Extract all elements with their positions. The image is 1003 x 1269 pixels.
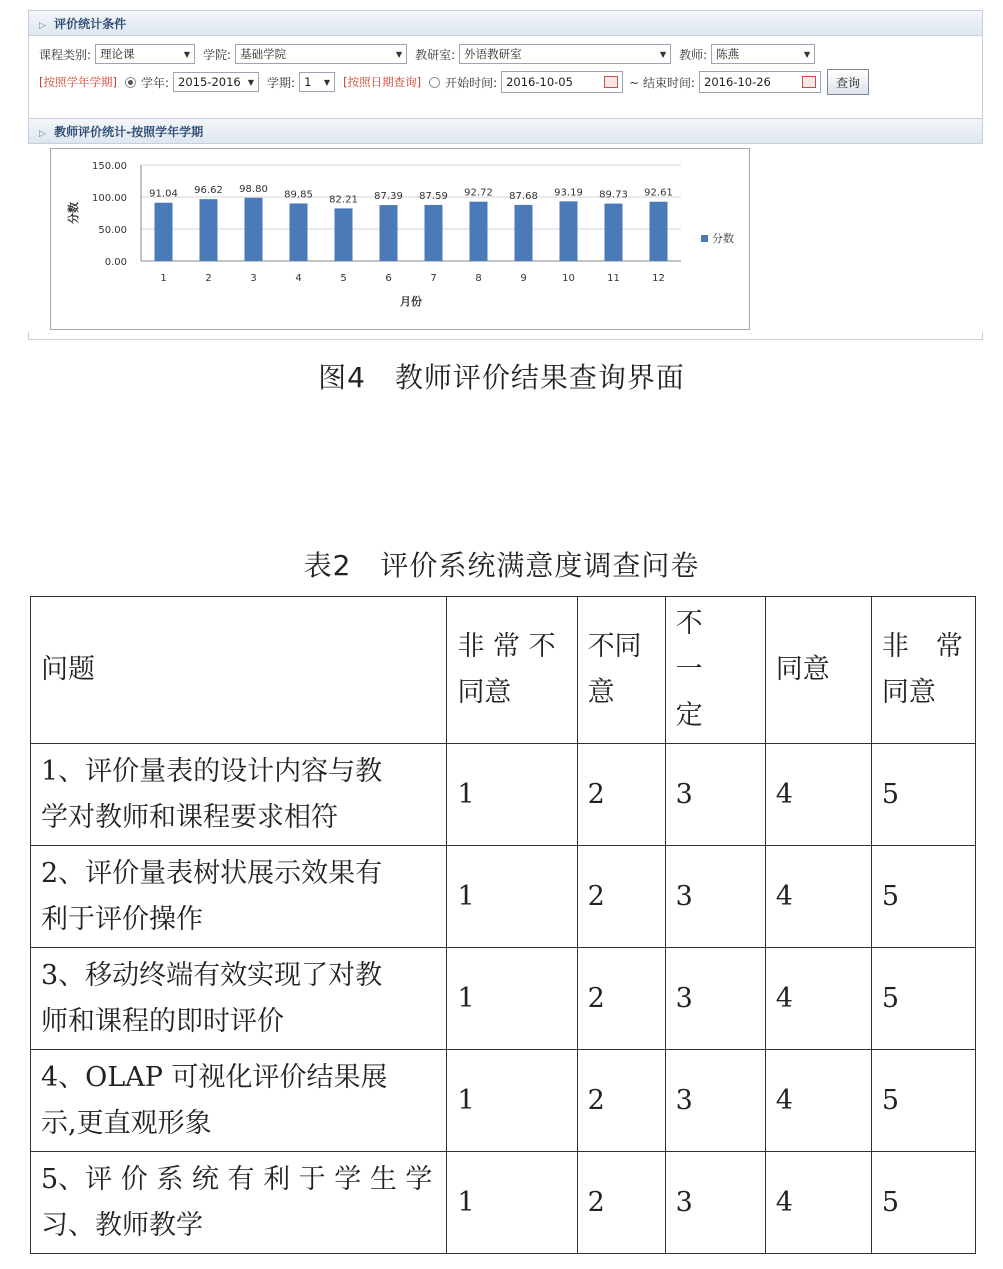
bar: [470, 202, 488, 261]
question-line: 3、移动终端有效实现了对教: [41, 959, 383, 991]
collapse-triangle-icon[interactable]: ▷: [39, 21, 46, 31]
table-row: [31, 846, 976, 948]
table-row: [31, 1152, 976, 1254]
score-cell: 1: [447, 948, 577, 1050]
question-cell: [31, 846, 447, 948]
x-tick-label: 12: [652, 273, 665, 284]
college-value: 基础学院: [240, 47, 287, 61]
question-cell: [31, 744, 447, 846]
panel-bottom-border: [28, 332, 983, 340]
question-line: 示,更直观形象: [41, 1107, 212, 1139]
bar-value-label: 92.61: [644, 187, 673, 199]
office-select[interactable]: [459, 44, 671, 64]
bar: [245, 198, 263, 261]
course-type-select[interactable]: [95, 44, 195, 64]
score-cell: 4: [765, 1050, 871, 1152]
calendar-icon[interactable]: [802, 76, 816, 88]
column-header: [765, 597, 871, 744]
question-cell: [31, 1152, 447, 1254]
filter-row-1: [39, 42, 972, 66]
column-header-line: 定: [675, 700, 703, 731]
bar-value-label: 89.73: [599, 189, 628, 201]
start-time-label: 开始时间:: [445, 75, 498, 90]
bar-value-label: 87.68: [509, 190, 538, 202]
column-header: [871, 597, 975, 744]
dropdown-arrow-icon: ▼: [804, 49, 811, 59]
score-cell: 3: [665, 846, 765, 948]
score-cell: 1: [447, 1050, 577, 1152]
table-row: [31, 948, 976, 1050]
table-row: [31, 1050, 976, 1152]
score-chart: [50, 148, 750, 330]
teacher-label: 教师:: [679, 47, 708, 62]
column-header: [577, 597, 665, 744]
score-cell: 5: [871, 1050, 975, 1152]
y-tick-label: 0.00: [104, 257, 127, 268]
question-line: 5、评 价 系 统 有 利 于 学 生 学: [41, 1163, 433, 1195]
x-tick-label: 6: [385, 273, 392, 284]
bar-value-label: 82.21: [329, 194, 358, 206]
dropdown-arrow-icon: ▼: [247, 77, 255, 87]
bar: [515, 205, 533, 261]
bar-value-label: 89.85: [284, 189, 313, 201]
table-header-row: [31, 597, 976, 744]
score-cell: 4: [765, 846, 871, 948]
panel-header-statistics[interactable]: [28, 118, 983, 144]
college-select[interactable]: [235, 44, 407, 64]
score-bar-chart: [51, 149, 749, 329]
college-label: 学院:: [203, 47, 232, 62]
table-row: [31, 744, 976, 846]
by-date-link[interactable]: [按照日期查询]: [343, 75, 422, 89]
score-cell: 2: [577, 744, 665, 846]
score-cell: 5: [871, 744, 975, 846]
question-line: 学对教师和课程要求相符: [41, 801, 338, 833]
column-header: [31, 597, 447, 744]
filter-panel: [28, 36, 983, 118]
score-cell: 4: [765, 948, 871, 1050]
dropdown-arrow-icon: ▼: [659, 49, 667, 59]
panel-header-conditions[interactable]: [28, 10, 983, 36]
score-cell: 2: [577, 1152, 665, 1254]
question-line: 利于评价操作: [41, 903, 203, 935]
question-cell: [31, 1050, 447, 1152]
bar: [650, 202, 668, 261]
bar: [380, 205, 398, 261]
table-body: [31, 744, 976, 1254]
end-date-value: 2016-10-26: [704, 75, 771, 89]
x-tick-label: 7: [430, 273, 437, 284]
score-cell: 2: [577, 948, 665, 1050]
filter-row-2: [39, 70, 972, 94]
bar: [335, 208, 353, 261]
x-tick-label: 2: [205, 273, 212, 284]
x-tick-label: 11: [607, 273, 620, 284]
office-value: 外语教研室: [464, 47, 522, 61]
bar-value-label: 87.59: [419, 190, 448, 202]
bar: [605, 204, 623, 261]
teacher-evaluation-screenshot: [28, 10, 983, 340]
y-tick-label: 50.00: [98, 225, 127, 236]
score-cell: 4: [765, 744, 871, 846]
column-header-line: 不同: [587, 631, 642, 662]
start-date-input[interactable]: [501, 71, 623, 93]
score-cell: 1: [447, 744, 577, 846]
legend-swatch: [701, 235, 708, 242]
score-cell: 5: [871, 1152, 975, 1254]
score-cell: 2: [577, 846, 665, 948]
x-tick-label: 9: [520, 273, 527, 284]
calendar-icon[interactable]: [604, 76, 618, 88]
collapse-triangle-icon[interactable]: ▷: [39, 129, 46, 139]
score-cell: 4: [765, 1152, 871, 1254]
start-date-value: 2016-10-05: [506, 75, 573, 89]
panel-title: 教师评价统计-按照学年学期: [54, 125, 204, 139]
score-cell: 3: [665, 948, 765, 1050]
column-header-line: 非 常 不: [457, 631, 556, 662]
teacher-value: 陈燕: [716, 47, 740, 61]
x-tick-label: 5: [340, 273, 347, 284]
bar-value-label: 98.80: [239, 183, 268, 195]
column-header-line: 同意: [881, 677, 936, 708]
survey-table: [30, 596, 976, 1254]
question-line: 习、教师教学: [41, 1209, 203, 1241]
bar: [425, 205, 443, 261]
dropdown-arrow-icon: ▼: [183, 49, 191, 59]
column-header: [665, 597, 765, 744]
x-tick-label: 4: [295, 273, 302, 284]
y-tick-label: 150.00: [92, 161, 127, 172]
term-label: 学期:: [267, 75, 296, 90]
teacher-select[interactable]: [711, 44, 815, 64]
office-label: 教研室:: [415, 47, 456, 62]
y-axis-title: 分数: [67, 202, 80, 224]
legend-label: 分数: [712, 232, 734, 245]
bar: [290, 203, 308, 261]
y-tick-label: 100.00: [92, 193, 127, 204]
bar-value-label: 92.72: [464, 187, 493, 199]
column-header-line: 意: [587, 677, 615, 708]
by-term-radio[interactable]: [125, 77, 136, 88]
figure-caption: 图4 教师评价结果查询界面: [318, 361, 685, 394]
x-axis-title: 月份: [400, 295, 422, 308]
question-line: 2、评价量表树状展示效果有: [41, 857, 383, 889]
end-time-label: ~ 结束时间:: [629, 75, 696, 90]
x-tick-label: 10: [562, 273, 575, 284]
term-value: 1: [304, 75, 312, 89]
dropdown-arrow-icon: ▼: [395, 49, 403, 59]
end-date-input[interactable]: [699, 71, 821, 93]
column-header-line: 不 一: [675, 608, 730, 685]
term-select[interactable]: [299, 72, 335, 92]
question-cell: [31, 948, 447, 1050]
bar-value-label: 93.19: [554, 187, 583, 199]
question-line: 1、评价量表的设计内容与教: [41, 755, 383, 787]
score-cell: 2: [577, 1050, 665, 1152]
year-label: 学年:: [140, 75, 170, 90]
bar: [155, 203, 173, 261]
score-cell: 1: [447, 846, 577, 948]
course-type-value: 理论课: [100, 47, 135, 61]
score-cell: 3: [665, 1152, 765, 1254]
column-header: [447, 597, 577, 744]
column-header-line: 问题: [41, 654, 95, 685]
score-cell: 5: [871, 948, 975, 1050]
score-cell: 3: [665, 744, 765, 846]
score-cell: 5: [871, 846, 975, 948]
column-header-line: 同意: [775, 654, 830, 685]
score-cell: 1: [447, 1152, 577, 1254]
by-term-link[interactable]: [按照学年学期]: [39, 75, 117, 89]
bar-value-label: 96.62: [194, 185, 223, 197]
column-header-line: 同意: [457, 677, 512, 708]
course-type-label: 课程类别:: [39, 47, 92, 62]
question-line: 师和课程的即时评价: [41, 1005, 284, 1037]
x-tick-label: 1: [160, 273, 167, 284]
bar: [200, 199, 218, 261]
question-line: 4、OLAP 可视化评价结果展: [41, 1061, 388, 1093]
panel-title: 评价统计条件: [54, 17, 127, 31]
by-date-radio[interactable]: [429, 77, 440, 88]
dropdown-arrow-icon: ▼: [323, 77, 331, 87]
x-tick-label: 3: [250, 273, 257, 284]
bar: [560, 201, 578, 261]
score-cell: 3: [665, 1050, 765, 1152]
bar-value-label: 91.04: [149, 188, 178, 200]
query-button[interactable]: 查询: [827, 69, 869, 95]
x-tick-label: 8: [475, 273, 482, 284]
column-header-line: 非 常: [881, 631, 963, 662]
bar-value-label: 87.39: [374, 191, 403, 203]
year-select[interactable]: [173, 72, 259, 92]
table-caption: 表2 评价系统满意度调查问卷: [303, 549, 700, 582]
year-value: 2015-2016: [178, 75, 241, 89]
